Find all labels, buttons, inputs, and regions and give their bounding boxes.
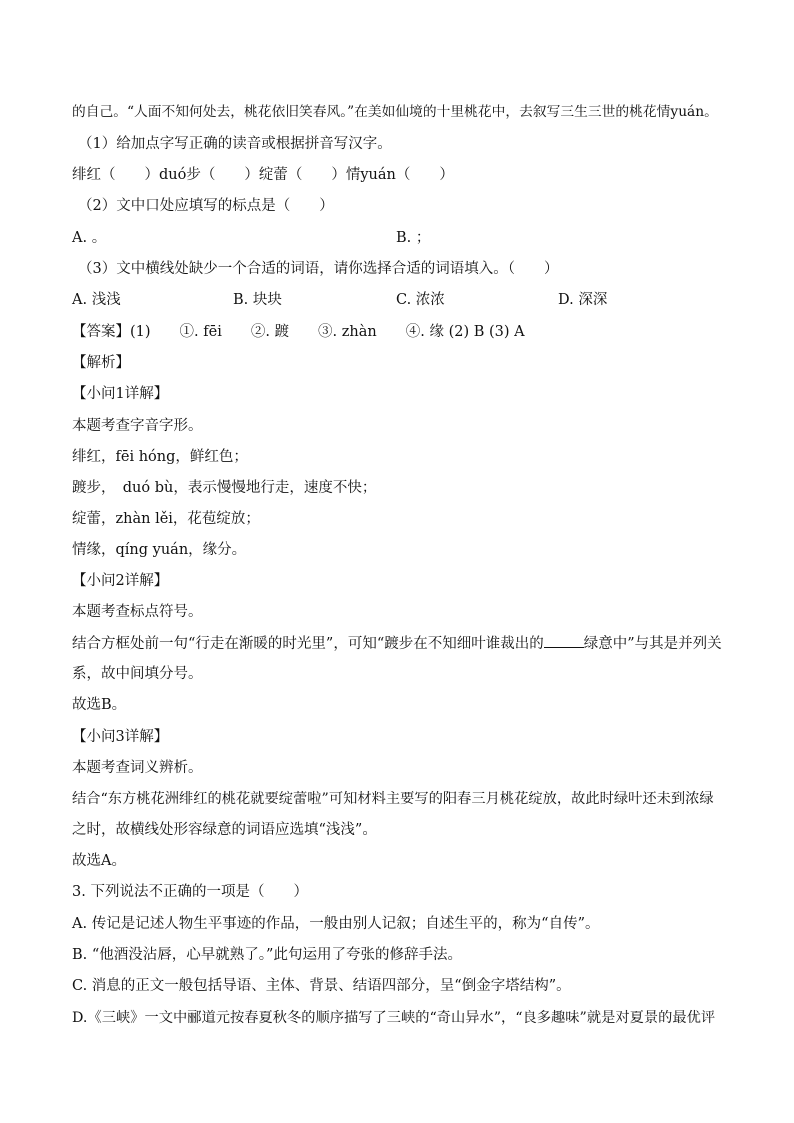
text-line: 本题考查字音字形。	[72, 418, 203, 434]
text-segment: 绿意中”与其是并列关	[583, 636, 722, 652]
text-line: 结合“东方桃花洲绯红的桃花就要绽蕾啦”可知材料主要写的阳春三月桃花绽放，故此时绿叶还未到浓绿	[72, 791, 714, 807]
option-a: A. 传记是记述人物生平事迹的作品，一般由别人记叙；自述生平的，称为“自传”。	[72, 916, 600, 932]
text-line: 本题考查词义辨析。	[72, 760, 203, 776]
question-part-1: （1）给加点字写正确的读音或根据拼音写汉字。	[78, 136, 392, 152]
question-part-3: （3）文中横线处缺少一个合适的词语，请你选择合适的词语填入。（ ）	[78, 261, 559, 277]
option-b: B. “他酒没沾唇，心早就熟了。”此句运用了夸张的修辞手法。	[72, 947, 462, 963]
text-line: 绯红（ ）duó步（ ）绽蕾（ ）情yuán（ ）	[72, 167, 454, 183]
text-line: 的自己。“人面不知何处去，桃花依旧笑春风。”在美如仙境的十里桃花中，去叙写三生三世的桃花情yuán。	[72, 104, 718, 120]
sub-question-heading: 【小问1详解】	[72, 386, 169, 402]
sub-question-heading: 【小问2详解】	[72, 573, 169, 589]
option-a: A. 。	[72, 230, 107, 246]
text-line: 踱步， duó bù，表示慢慢地行走，速度不快；	[72, 480, 377, 496]
option-d: D. 深深	[558, 292, 608, 308]
option-a: A. 浅浅	[72, 292, 121, 308]
answer-line: 【答案】(1) ①. fēi ②. 踱 ③. zhàn ④. 缘 (2) B (3) A	[72, 324, 525, 340]
text-line	[72, 633, 722, 654]
text-line: 故选B。	[72, 697, 127, 713]
option-b: B. ；	[396, 230, 431, 246]
text-line: 情缘，qíng yuán，缘分。	[72, 542, 247, 558]
question-3: 3. 下列说法不正确的一项是（ ）	[72, 884, 308, 900]
text-segment: 结合方框处前一句“行走在渐暖的时光里”，可知“踱步在不知细叶谁裁出的	[72, 636, 544, 652]
text-line: 本题考查标点符号。	[72, 604, 203, 620]
option-d: D.《三峡》一文中郦道元按春夏秋冬的顺序描写了三峡的“奇山异水”，“良多趣味”就是对夏景的最优评	[72, 1010, 716, 1026]
fill-in-blank	[544, 633, 584, 648]
text-line: 绯红，fēi hóng，鲜红色；	[72, 449, 248, 465]
option-b: B. 块块	[233, 292, 282, 308]
question-part-2: （2）文中口处应填写的标点是（ ）	[78, 198, 334, 214]
option-c: C. 浓浓	[396, 292, 445, 308]
analysis-heading: 【解析】	[72, 355, 130, 371]
text-line: 故选A。	[72, 853, 126, 869]
sub-question-heading: 【小问3详解】	[72, 729, 169, 745]
text-line: 之时，故横线处形容绿意的词语应选填“浅浅”。	[72, 822, 377, 838]
text-line: 绽蕾，zhàn lěi，花苞绽放；	[72, 511, 260, 527]
text-line: 系，故中间填分号。	[72, 666, 203, 682]
option-c: C. 消息的正文一般包括导语、主体、背景、结语四部分，呈“倒金字塔结构”。	[72, 978, 571, 994]
